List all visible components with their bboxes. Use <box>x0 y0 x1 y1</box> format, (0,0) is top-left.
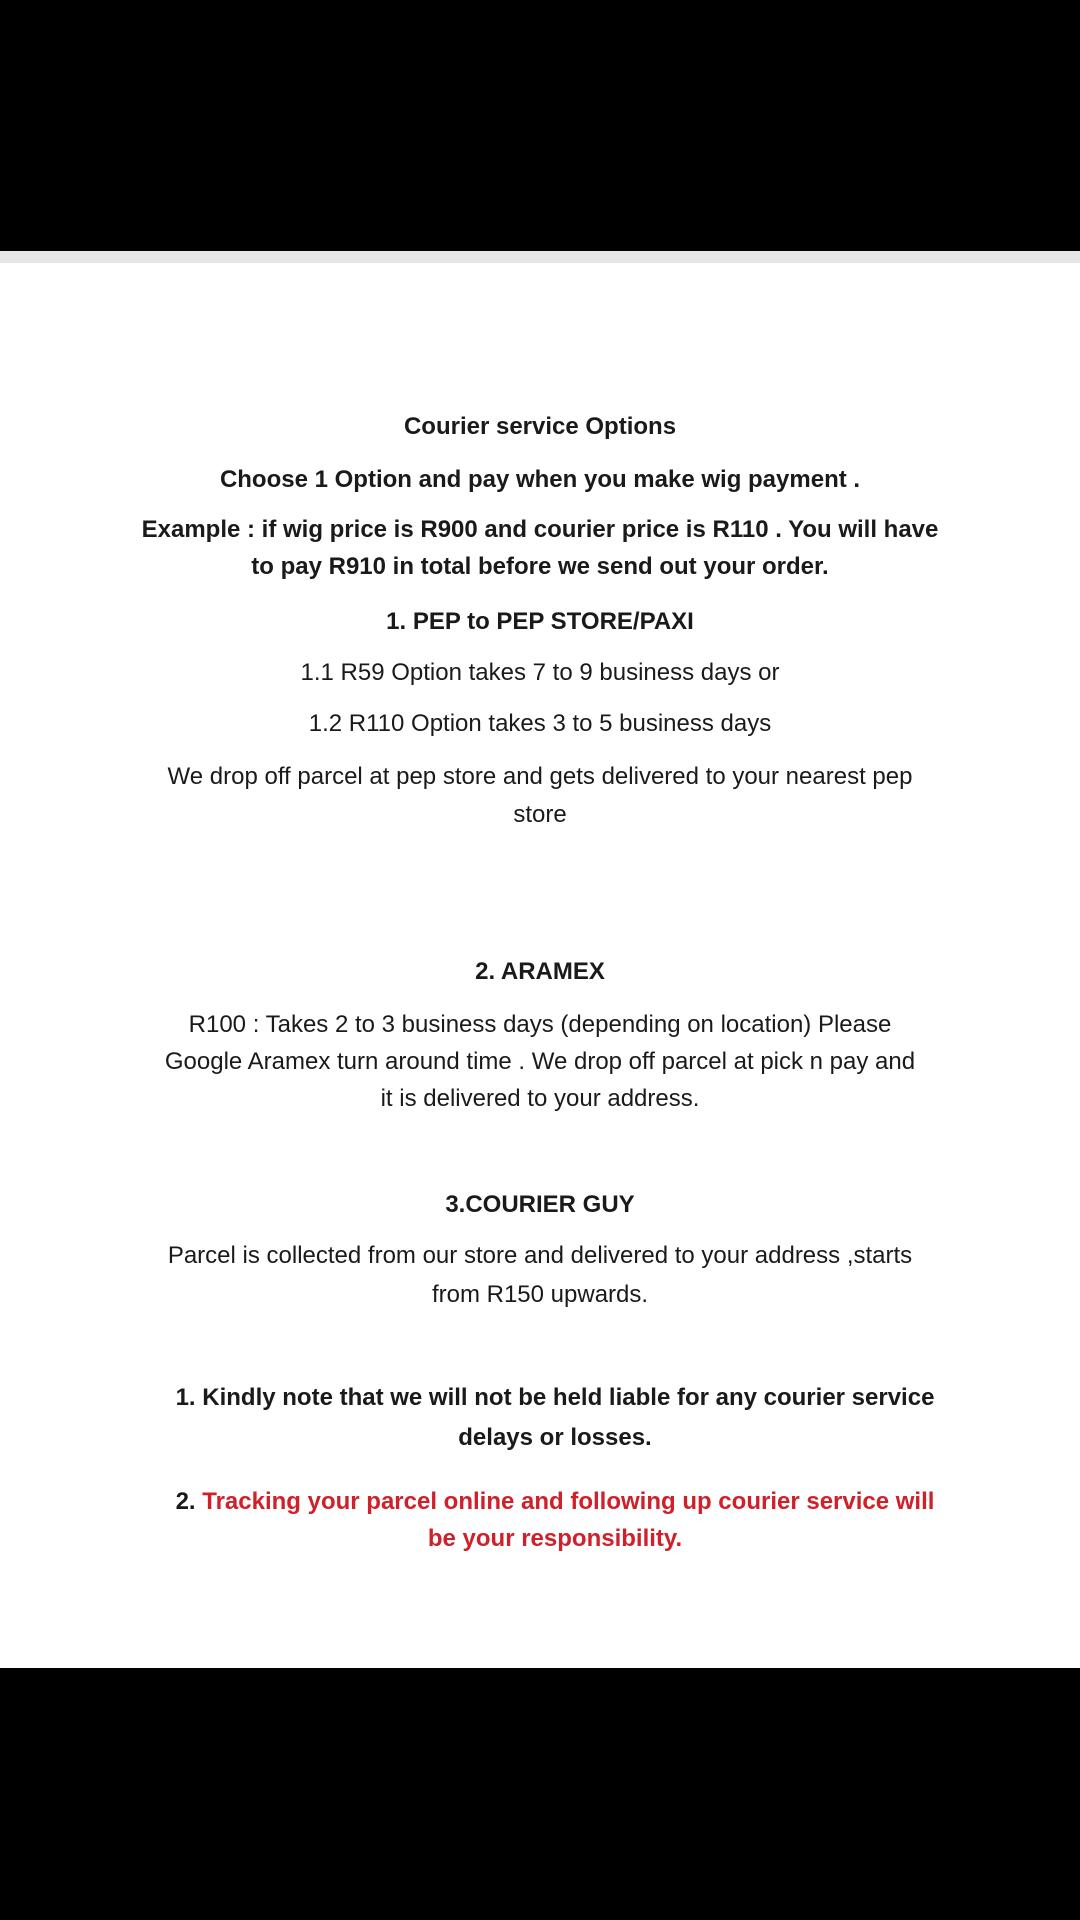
note2-line-2: be your responsibility. <box>427 1525 683 1552</box>
document-title: Courier service Options <box>403 413 677 440</box>
option1-heading: 1. PEP to PEP STORE/PAXI <box>386 608 694 635</box>
top-black-bar <box>0 0 1080 251</box>
option3-desc-line-2: from R150 upwards. <box>431 1281 649 1308</box>
option2-desc-line-3: it is delivered to your address. <box>380 1085 700 1112</box>
option3-desc-line-1: Parcel is collected from our store and delivered to your address ,starts <box>167 1242 913 1269</box>
note1-text: Kindly note that we will not be held liable for any courier service <box>202 1384 935 1411</box>
note2-text: Tracking your parcel online and following up courier service will <box>202 1488 935 1515</box>
note1-number: 1. <box>175 1384 196 1411</box>
example-line-1: Example : if wig price is R900 and courier price is R110 . You will have <box>141 516 939 543</box>
option2-heading: 2. ARAMEX <box>475 958 605 985</box>
option1-desc-line-2: store <box>513 801 567 828</box>
note2-number: 2. <box>175 1488 196 1515</box>
note1-line-1 <box>0 1379 1080 1417</box>
option3-heading: 3.COURIER GUY <box>445 1191 635 1218</box>
option2-desc-line-1: R100 : Takes 2 to 3 business days (depending on location) Please <box>188 1011 892 1038</box>
option2-desc-line-2: Google Aramex turn around time . We drop off parcel at pick n pay and <box>164 1048 916 1075</box>
option1-desc-line-1: We drop off parcel at pep store and gets delivered to your nearest pep <box>167 763 913 790</box>
option1-sub1: 1.1 R59 Option takes 7 to 9 business days or <box>300 659 780 686</box>
document-page <box>0 251 1080 1668</box>
instruction-text: Choose 1 Option and pay when you make wig payment . <box>219 466 861 493</box>
option1-sub2: 1.2 R110 Option takes 3 to 5 business days <box>308 710 772 737</box>
note2-line-1 <box>0 1483 1080 1521</box>
bottom-black-bar <box>0 1668 1080 1920</box>
example-line-2: to pay R910 in total before we send out your order. <box>251 553 829 580</box>
note1-line-2: delays or losses. <box>458 1424 652 1451</box>
